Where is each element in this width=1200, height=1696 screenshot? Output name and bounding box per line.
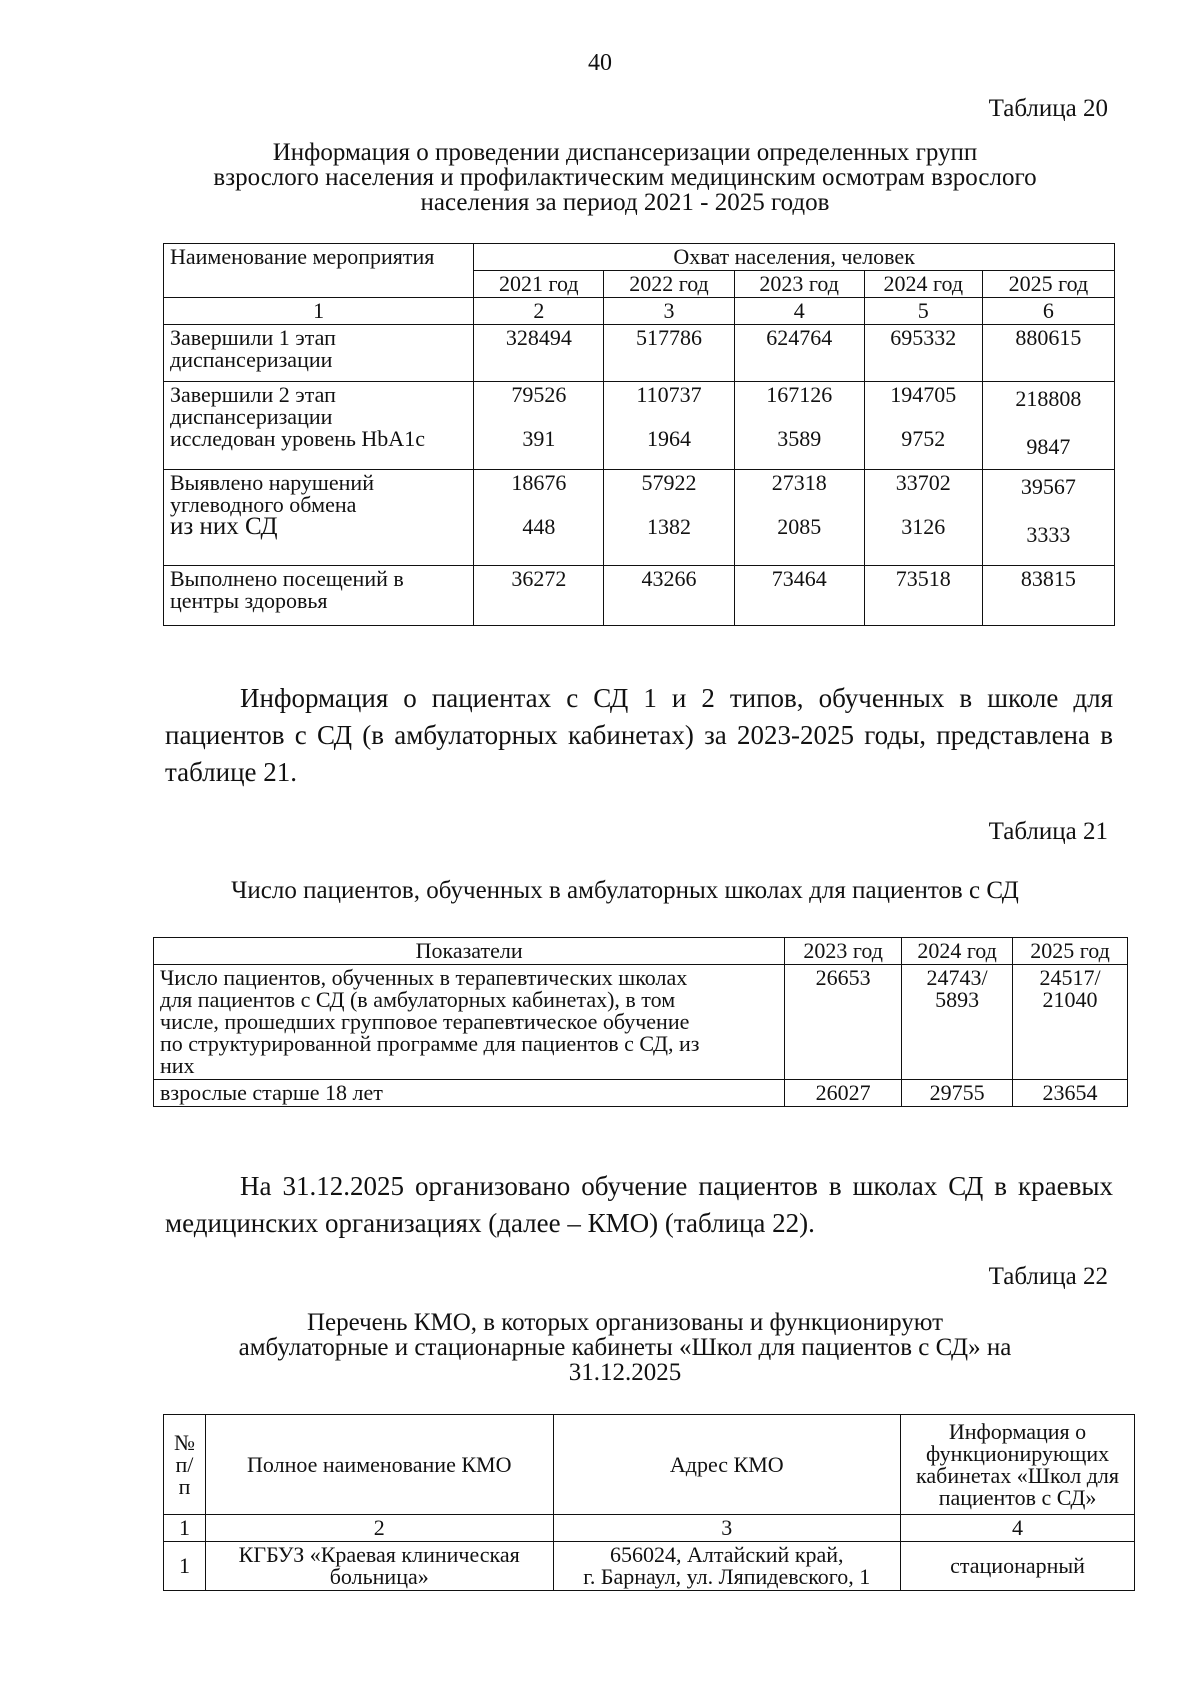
- cell-value: 73464: [734, 566, 864, 626]
- cell-value: 18676 448: [474, 470, 604, 566]
- table20-caption: Информация о проведении диспансеризации определенных групп взрослого населения и профилактическим медицинским осмотрам взрослого населения за период 2021 - 2025 годов: [213, 139, 1037, 216]
- cell-value: 328494: [474, 325, 604, 382]
- table22-header-num: № п/п: [164, 1415, 206, 1515]
- table22-colnum: 3: [553, 1515, 901, 1542]
- table20-header-coverage: Охват населения, человек: [474, 244, 1115, 271]
- table22-header-name: Полное наименование КМО: [205, 1415, 553, 1515]
- row-address: 656024, Алтайский край, г. Барнаул, ул. Ляпидевского, 1: [553, 1542, 901, 1591]
- cell-value: 79526 391: [474, 382, 604, 470]
- row-num: 1: [164, 1542, 206, 1591]
- table21-year: 2024 год: [902, 938, 1013, 965]
- paragraph-table21-intro: Информация о пациентах с СД 1 и 2 типов, обученных в школе для пациентов с СД (в амбулаторных кабинетах) за 2023-2025 годы, представлена в таблице 21.: [165, 683, 1113, 787]
- table20: [163, 243, 1115, 626]
- table-row: [154, 965, 1128, 1080]
- table21: [153, 937, 1128, 1107]
- table-row: [164, 566, 1115, 626]
- cell-value: 29755: [902, 1080, 1013, 1107]
- row-name: Число пациентов, обученных в терапевтических школах для пациентов с СД (в амбулаторных кабинетах), в том числе, прошедших групповое терапевтическое обучение по структурированной программе для пациентов с СД, из них: [154, 965, 785, 1080]
- cell-value: 880615: [982, 325, 1114, 382]
- paragraph-table22-intro: На 31.12.2025 организовано обучение пациентов в школах СД в краевых медицинских организациях (далее – КМО) (таблица 22).: [165, 1171, 1113, 1238]
- cell-value: 73518: [864, 566, 982, 626]
- table-row: [164, 1542, 1135, 1591]
- table20-colnum: 6: [982, 298, 1114, 325]
- cell-value: 110737 1964: [604, 382, 734, 470]
- cell-value: 23654: [1013, 1080, 1128, 1107]
- cell-value: 83815: [982, 566, 1114, 626]
- table20-label: Таблица 20: [988, 95, 1108, 122]
- table20-colnum: 3: [604, 298, 734, 325]
- cell-value: 43266: [604, 566, 734, 626]
- cell-value: 27318 2085: [734, 470, 864, 566]
- cell-value: 167126 3589: [734, 382, 864, 470]
- table21-header-name: Показатели: [154, 938, 785, 965]
- page-number: 40: [588, 50, 612, 76]
- cell-value: 695332: [864, 325, 982, 382]
- table22-colnum: 1: [164, 1515, 206, 1542]
- table22-header-address: Адрес КМО: [553, 1415, 901, 1515]
- table21-label: Таблица 21: [988, 818, 1108, 845]
- table22-label: Таблица 22: [988, 1263, 1108, 1290]
- table21-year: 2023 год: [785, 938, 902, 965]
- table20-year: 2024 год: [864, 271, 982, 298]
- cell-value: 57922 1382: [604, 470, 734, 566]
- cell-value: 517786: [604, 325, 734, 382]
- cell-value: 39567 3333: [982, 470, 1114, 566]
- cell-value: 36272: [474, 566, 604, 626]
- cell-value: 624764: [734, 325, 864, 382]
- row-name: КГБУЗ «Краевая клиническая больница»: [205, 1542, 553, 1591]
- cell-value: 194705 9752: [864, 382, 982, 470]
- row-name: взрослые старше 18 лет: [154, 1080, 785, 1107]
- row-name: Завершили 2 этап диспансеризации исследован уровень HbA1c: [164, 382, 474, 470]
- table20-year: 2025 год: [982, 271, 1114, 298]
- table22-caption: Перечень КМО, в которых организованы и функционируют амбулаторные и стационарные кабинеты «Школ для пациентов с СД» на 31.12.2025: [238, 1309, 1012, 1386]
- table20-year: 2023 год: [734, 271, 864, 298]
- table20-year: 2021 год: [474, 271, 604, 298]
- table20-colnum: 4: [734, 298, 864, 325]
- row-name: Выполнено посещений в центры здоровья: [164, 566, 474, 626]
- table22-colnum: 2: [205, 1515, 553, 1542]
- table21-year: 2025 год: [1013, 938, 1128, 965]
- cell-value: 24743/ 5893: [902, 965, 1013, 1080]
- table-row: [164, 325, 1115, 382]
- table-row: [154, 1080, 1128, 1107]
- row-name: Выявлено нарушений углеводного обмена из них СД: [164, 470, 474, 566]
- table-row: [164, 382, 1115, 470]
- table22-colnum: 4: [901, 1515, 1135, 1542]
- table20-colnum: 5: [864, 298, 982, 325]
- cell-value: 33702 3126: [864, 470, 982, 566]
- table22: [163, 1414, 1135, 1591]
- table22-header-info: Информация о функционирующих кабинетах «Школ для пациентов с СД»: [901, 1415, 1135, 1515]
- table20-header-name: Наименование мероприятия: [164, 244, 474, 298]
- row-info: стационарный: [901, 1542, 1135, 1591]
- cell-value: 218808 9847: [982, 382, 1114, 470]
- row-name: Завершили 1 этап диспансеризации: [164, 325, 474, 382]
- cell-value: 26653: [785, 965, 902, 1080]
- table20-year: 2022 год: [604, 271, 734, 298]
- table21-caption: Число пациентов, обученных в амбулаторных школах для пациентов с СД: [231, 877, 1019, 904]
- cell-value: 24517/ 21040: [1013, 965, 1128, 1080]
- table20-colnum: 2: [474, 298, 604, 325]
- table20-colnum: 1: [164, 298, 474, 325]
- cell-value: 26027: [785, 1080, 902, 1107]
- table-row: [164, 470, 1115, 566]
